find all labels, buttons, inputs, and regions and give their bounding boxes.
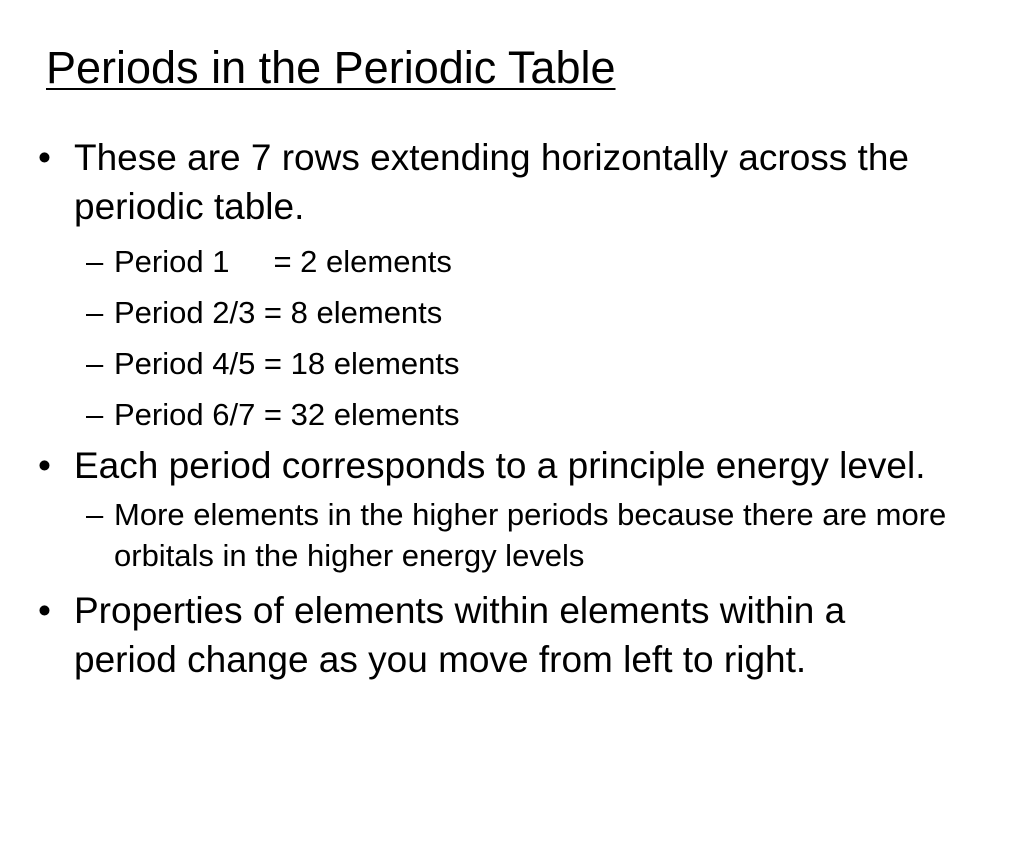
bullet-text: Each period corresponds to a principle energy level. (74, 445, 926, 486)
bullet-marker: • (38, 590, 51, 631)
bullet-marker: • (38, 445, 51, 486)
slide-body (36, 133, 996, 684)
bullet-marker: • (38, 137, 51, 178)
sub-bullet-text: Period 6/7 = 32 elements (114, 397, 460, 432)
sub-bullet-marker: – (86, 346, 104, 381)
sub-bullet-text: Period 4/5 = 18 elements (114, 346, 460, 381)
bullet-text: These are 7 rows extending horizontally across the periodic table. (74, 137, 909, 227)
bullet-item (36, 441, 954, 490)
slide-title: Periods in the Periodic Table (46, 42, 616, 93)
bullet-item (36, 586, 954, 684)
sub-bullet-item (36, 241, 996, 282)
bullet-item (36, 133, 954, 231)
sub-bullet-item (36, 292, 996, 333)
bullet-text: Properties of elements within elements within a period change as you move from left to right. (74, 590, 846, 680)
sub-bullet-marker: – (86, 244, 104, 279)
sub-bullet-marker: – (86, 397, 104, 432)
sub-bullet-label: Period 1 (114, 244, 230, 279)
sub-bullet-text: More elements in the higher periods because there are more orbitals in the higher energy levels (114, 497, 947, 573)
sub-bullet-item (36, 343, 996, 384)
sub-bullet-value: = 2 elements (273, 244, 452, 279)
sub-bullet-item (36, 494, 984, 576)
sub-bullet-marker: – (86, 497, 104, 532)
sub-bullet-marker: – (86, 295, 104, 330)
sub-bullet-item (36, 394, 996, 435)
sub-bullet-text: Period 2/3 = 8 elements (114, 295, 443, 330)
